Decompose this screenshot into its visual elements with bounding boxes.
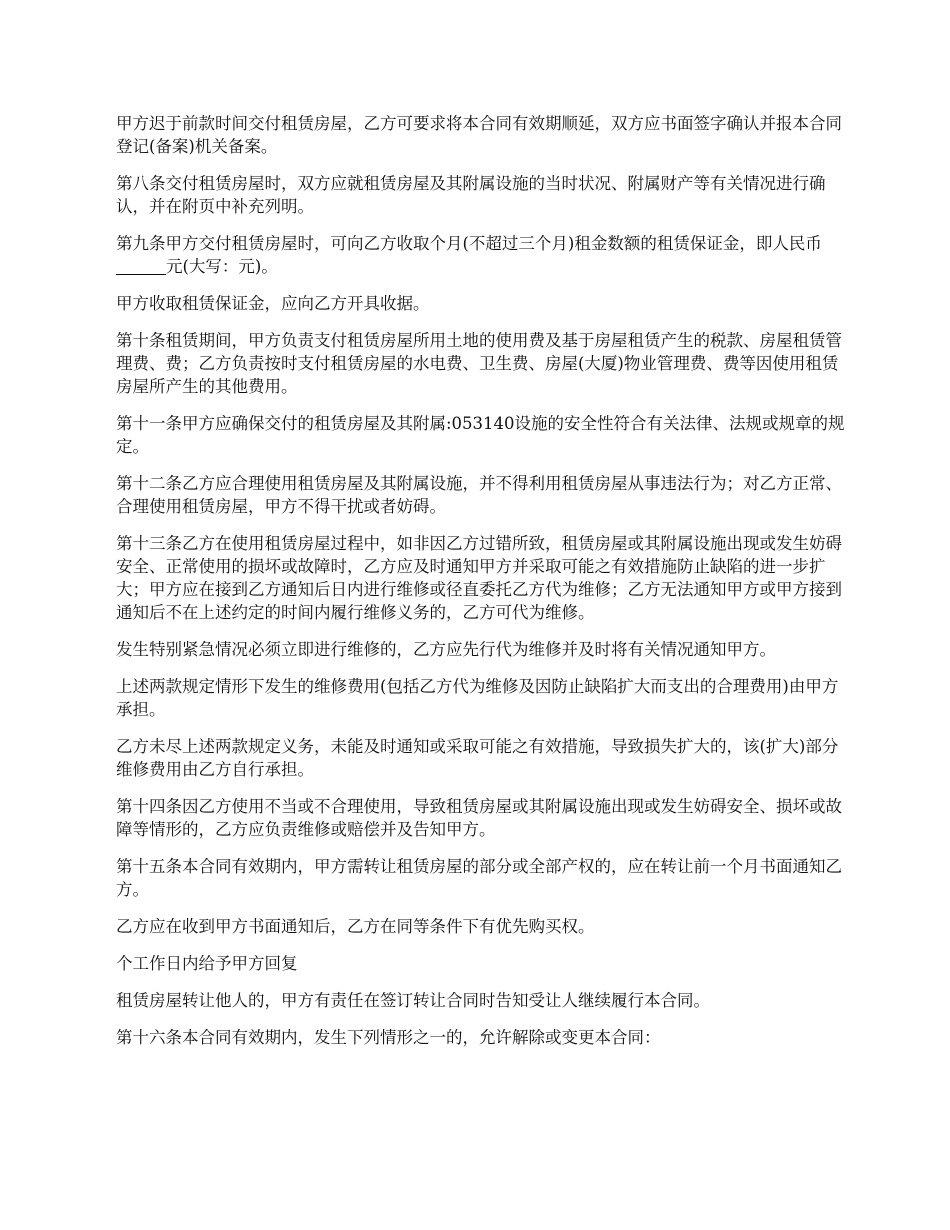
- paragraph-article-14: 第十四条因乙方使用不当或不合理使用，导致租赁房屋或其附属设施出现或发生妨碍安全、损坏或故障等情形的，乙方应负责维修或赔偿并及告知甲方。: [116, 797, 842, 839]
- paragraph-preemptive-right: 乙方应在收到甲方书面通知后，乙方在同等条件下有优先购买权。: [116, 917, 595, 936]
- paragraph-repair-costs: 上述两款规定情形下发生的维修费用(包括乙方代为维修及因防止缺陷扩大而支出的合理费用)由甲方承担。: [116, 677, 839, 719]
- document-body: [116, 112, 852, 1063]
- paragraph-article-16: 第十六条本合同有效期内，发生下列情形之一的，允许解除或变更本合同：: [116, 1028, 661, 1047]
- deposit-amount-blank: [116, 257, 166, 275]
- paragraph-article-11: 第十一条甲方应确保交付的租赁房屋及其附属:053140设施的安全性符合有关法律、法规或规章的规定。: [116, 414, 845, 456]
- article-9-text-before: 第九条甲方交付租赁房屋时，可向乙方收取个月(不超过三个月)租金数额的租赁保证金，即人民币: [116, 234, 822, 253]
- paragraph-delivery-delay: 甲方迟于前款时间交付租赁房屋，乙方可要求将本合同有效期顺延，双方应书面签字确认并报本合同登记(备案)机关备案。: [116, 114, 842, 156]
- paragraph-article-13: 第十三条乙方在使用租赁房屋过程中，如非因乙方过错所致，租赁房屋或其附属设施出现或发生妨碍安全、正常使用的损坏或故障时，乙方应及时通知甲方并采取可能之有效措施防止缺陷的进一步扩大；甲方应在接到乙方通知后日内进行维修或径直委托乙方代为维修；乙方无法通知甲方或甲方接到通知后不在上述约定的时间内履行维修义务的，乙方可代为维修。: [116, 534, 842, 622]
- paragraph-article-9: [116, 232, 852, 278]
- paragraph-article-8: 第八条交付租赁房屋时，双方应就租赁房屋及其附属设施的当时状况、附属财产等有关情况进行确认，并在附页中补充列明。: [116, 174, 826, 216]
- paragraph-deposit-receipt: 甲方收取租赁保证金，应向乙方开具收据。: [116, 294, 430, 313]
- article-9-text-after: 元(大写：元)。: [166, 257, 278, 276]
- paragraph-reply-deadline: 个工作日内给予甲方回复: [116, 954, 298, 973]
- paragraph-tenant-liability: 乙方未尽上述两款规定义务，未能及时通知或采取可能之有效措施，导致损失扩大的，该(扩大)部分维修费用由乙方自行承担。: [116, 737, 839, 779]
- paragraph-article-15: 第十五条本合同有效期内，甲方需转让租赁房屋的部分或全部产权的，应在转让前一个月书面通知乙方。: [116, 857, 842, 899]
- paragraph-transfer-notice: 租赁房屋转让他人的，甲方有责任在签订转让合同时告知受让人继续履行本合同。: [116, 991, 710, 1010]
- paragraph-article-12: 第十二条乙方应合理使用租赁房屋及其附属设施，并不得利用租赁房屋从事违法行为；对乙方正常、合理使用租赁房屋，甲方不得干扰或者妨碍。: [116, 474, 842, 516]
- paragraph-article-10: 第十条租赁期间，甲方负责支付租赁房屋所用土地的使用费及基于房屋租赁产生的税款、房屋租赁管理费、费；乙方负责按时支付租赁房屋的水电费、卫生费、房屋(大厦)物业管理费、费等因使用租赁房屋所产生的其他费用。: [116, 331, 842, 396]
- paragraph-emergency-repair: 发生特别紧急情况必须立即进行维修的，乙方应先行代为维修并及时将有关情况通知甲方。: [116, 640, 776, 659]
